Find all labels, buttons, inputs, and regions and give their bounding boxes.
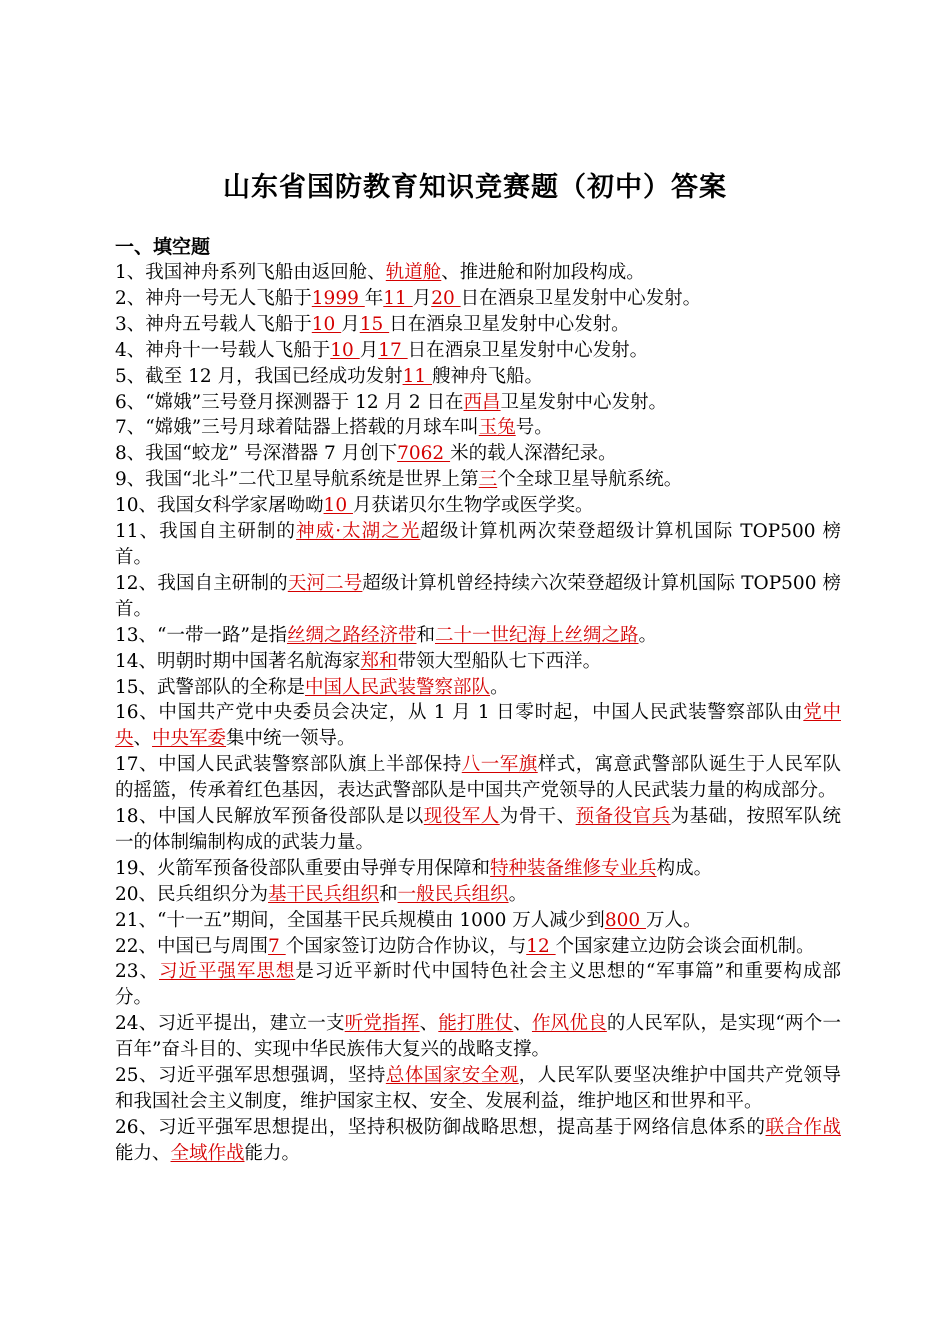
question-text: 、	[513, 1013, 532, 1035]
question-text: 月	[412, 287, 432, 309]
answer-text: 听党指挥	[344, 1013, 420, 1035]
document-title: 山东省国防教育知识竞赛题（初中）答案	[223, 172, 727, 203]
question-text: 16、中国共产党中央委员会决定，从 1 月 1 日零时起，中国人民武装警察部队由	[115, 702, 804, 724]
question-text: 1、我国神舟系列飞船由返回舱、	[115, 262, 386, 283]
question-text: 个国家签订边防合作协议，与	[285, 935, 527, 957]
question-item	[115, 338, 841, 364]
question-text: 超级计算机曾经持续六次荣登超级计算机国际 TOP500 榜首。	[115, 572, 841, 620]
question-text: 8、我国“蛟龙” 号深潜器 7 月创下	[115, 443, 398, 465]
answer-text: 现役军人	[423, 806, 500, 828]
question-text: 和	[379, 883, 398, 905]
answer-text: 能打胜仗	[438, 1013, 514, 1035]
question-item	[115, 649, 841, 675]
answer-text: 作风优良	[531, 1013, 607, 1035]
answer-text: 天河二号	[287, 572, 363, 594]
answer-text: 总体国家安全观	[385, 1065, 519, 1087]
question-text: 能力。	[244, 1142, 301, 1164]
question-text: 15、武警部队的全称是	[115, 676, 306, 698]
question-item	[115, 312, 841, 338]
question-text: 、	[419, 1013, 439, 1035]
question-text: 月	[341, 313, 360, 335]
answer-text: 中央军委	[152, 728, 227, 750]
answer-text: 神威·太湖之光	[296, 521, 421, 543]
answer-text: 7	[268, 935, 286, 957]
answer-text: 西昌	[463, 391, 501, 413]
question-item	[115, 390, 841, 416]
question-text: 4、神舟十一号载人飞船于	[115, 339, 331, 361]
answer-text: 20	[431, 287, 461, 309]
question-text: 25、习近平强军思想强调，坚持	[115, 1065, 386, 1087]
question-item	[115, 493, 841, 519]
question-text: 日在酒泉卫星发射中心发射。	[407, 339, 649, 361]
answer-text: 郑和	[360, 650, 398, 672]
question-text: 18、中国人民解放军预备役部队是以	[115, 806, 424, 828]
answer-text: 10	[311, 313, 342, 335]
question-item	[115, 441, 841, 467]
question-text: 日在酒泉卫星发射中心发射。	[389, 313, 630, 335]
question-text: 构成。	[656, 857, 713, 879]
answer-text: 10	[323, 495, 353, 517]
answer-text: 八一军旗	[461, 754, 538, 776]
answer-text: 中国人民武装警察部队	[305, 676, 491, 698]
question-text: 21、“十一五”期间，全国基干民兵规模由 1000 万人减少到	[115, 909, 605, 931]
question-item	[115, 623, 841, 649]
section-heading: 一、填空题	[115, 236, 211, 258]
question-item	[115, 675, 841, 701]
question-text: 是习近平新时代中国特色社会主义思想的“军事篇”和重要构成部分。	[115, 961, 842, 1009]
answer-text: 1999	[311, 287, 365, 309]
question-item	[115, 908, 841, 934]
question-text: 月	[359, 339, 379, 361]
answer-text: 轨道舱	[385, 262, 442, 283]
answer-text: 7062	[397, 443, 451, 465]
question-item	[115, 882, 841, 908]
answer-text: 二十一世纪海上丝绸之路	[435, 624, 639, 646]
question-text: 和	[416, 624, 435, 646]
question-list	[115, 260, 841, 1167]
question-text: 7、“嫦娥”三号月球着陆器上搭载的月球车叫	[115, 417, 479, 439]
question-item	[115, 752, 841, 804]
question-text: 。	[508, 883, 528, 905]
answer-text: 玉兔	[478, 417, 516, 439]
question-text: 、	[133, 728, 153, 750]
question-text: 米的载人深潜纪录。	[450, 443, 617, 465]
question-text: 集中统一领导。	[226, 728, 356, 750]
question-text: 13、“一带一路”是指	[115, 624, 287, 646]
question-item	[115, 260, 841, 286]
question-item	[115, 934, 841, 960]
question-text: 20、民兵组织分为	[115, 883, 269, 905]
question-text: 的人民军队，是实现“两个一百年”奋斗目的、实现中华民族伟大复兴的战略支撑。	[115, 1013, 841, 1061]
question-item	[115, 286, 841, 312]
answer-text: 预备役官兵	[575, 806, 671, 828]
question-item	[115, 1115, 841, 1167]
answer-text: 11	[383, 287, 413, 309]
question-item	[115, 959, 841, 1011]
question-text: 17、中国人民武装警察部队旗上半部保持	[115, 754, 462, 776]
answer-text: 习近平强军思想	[159, 961, 296, 983]
question-text: 卫星发射中心发射。	[500, 391, 668, 413]
question-text: 26、习近平强军思想提出，坚持积极防御战略思想，提高基于网络信息体系的	[115, 1116, 766, 1138]
question-text: 12、我国自主研制的	[115, 572, 288, 594]
question-text: 样式，寓意武警部队诞生于人民军队的摇篮，传承着红色基因，表达武警部队是中国共产党领导的人民武装力量的构成部分。	[115, 754, 841, 802]
question-text: 11、我国自主研制的	[115, 521, 297, 543]
question-text: 5、截至 12 月，我国已经成功发射	[115, 365, 403, 387]
question-text: 23、	[115, 961, 159, 983]
question-item	[115, 804, 841, 856]
question-item	[115, 415, 841, 441]
question-text: 超级计算机两次荣登超级计算机国际 TOP500 榜首。	[115, 521, 842, 568]
question-item	[115, 1011, 841, 1063]
answer-text: 17	[378, 339, 408, 361]
question-item	[115, 1063, 841, 1115]
question-text: 22、中国已与周围	[115, 935, 269, 957]
question-text: 24、习近平提出，建立一支	[115, 1013, 345, 1035]
question-text: 、推进舱和附加段构成。	[441, 262, 645, 283]
question-text: 。	[638, 624, 658, 646]
answer-text: 联合作战	[765, 1116, 841, 1138]
question-text: 。	[490, 676, 509, 698]
question-text: 为基础，按照军队统一的体制编制构成的武装力量。	[115, 806, 841, 853]
question-text: 日在酒泉卫星发射中心发射。	[460, 287, 702, 309]
answer-text: 全域作战	[170, 1142, 245, 1164]
question-text: 19、火箭军预备役部队重要由导弹专用保障和	[115, 857, 491, 879]
answer-text: 12	[526, 935, 556, 957]
answer-text: 15	[359, 313, 390, 335]
answer-text: 三	[478, 469, 498, 491]
answer-text: 10	[330, 339, 360, 361]
question-text: 10、我国女科学家屠呦呦	[115, 495, 324, 517]
question-item	[115, 519, 841, 571]
answer-text: 一般民兵组织	[397, 883, 509, 905]
question-item	[115, 856, 841, 882]
question-text: ，人民军队要坚决维护中国共产党领导和我国社会主义制度，维护国家主权、安全、发展利益，维护地区和世界和平。	[115, 1065, 841, 1112]
question-text: 个国家建立边防会谈会面机制。	[555, 935, 815, 957]
answer-text: 丝绸之路经济带	[286, 624, 417, 646]
question-text: 6、“嫦娥”三号登月探测器于 12 月 2 日在	[115, 391, 464, 413]
question-text: 带领大型船队七下西洋。	[397, 650, 602, 672]
answer-text: 11	[402, 365, 432, 387]
question-text: 月获诺贝尔生物学或医学奖。	[352, 495, 594, 517]
question-text: 万人。	[646, 909, 702, 931]
question-text: 个全球卫星导航系统。	[497, 469, 683, 491]
question-item	[115, 467, 841, 493]
answer-text: 党中央	[115, 702, 841, 750]
question-item	[115, 364, 841, 390]
question-text: 艘神舟飞船。	[432, 365, 544, 387]
question-text: 号。	[515, 417, 553, 439]
question-item	[115, 700, 841, 752]
question-item	[115, 571, 841, 623]
question-text: 3、神舟五号载人飞船于	[115, 313, 312, 335]
question-text: 14、明朝时期中国著名航海家	[115, 650, 361, 672]
answer-text: 800	[604, 909, 647, 931]
question-text: 9、我国“北斗”二代卫星导航系统是世界上第	[115, 469, 479, 491]
question-text: 年	[364, 287, 384, 309]
question-text: 能力、	[115, 1142, 171, 1164]
question-text: 为骨干、	[499, 806, 576, 828]
answer-text: 基干民兵组织	[268, 883, 380, 905]
question-text: 2、神舟一号无人飞船于	[115, 287, 312, 309]
answer-text: 特种装备维修专业兵	[490, 857, 657, 879]
